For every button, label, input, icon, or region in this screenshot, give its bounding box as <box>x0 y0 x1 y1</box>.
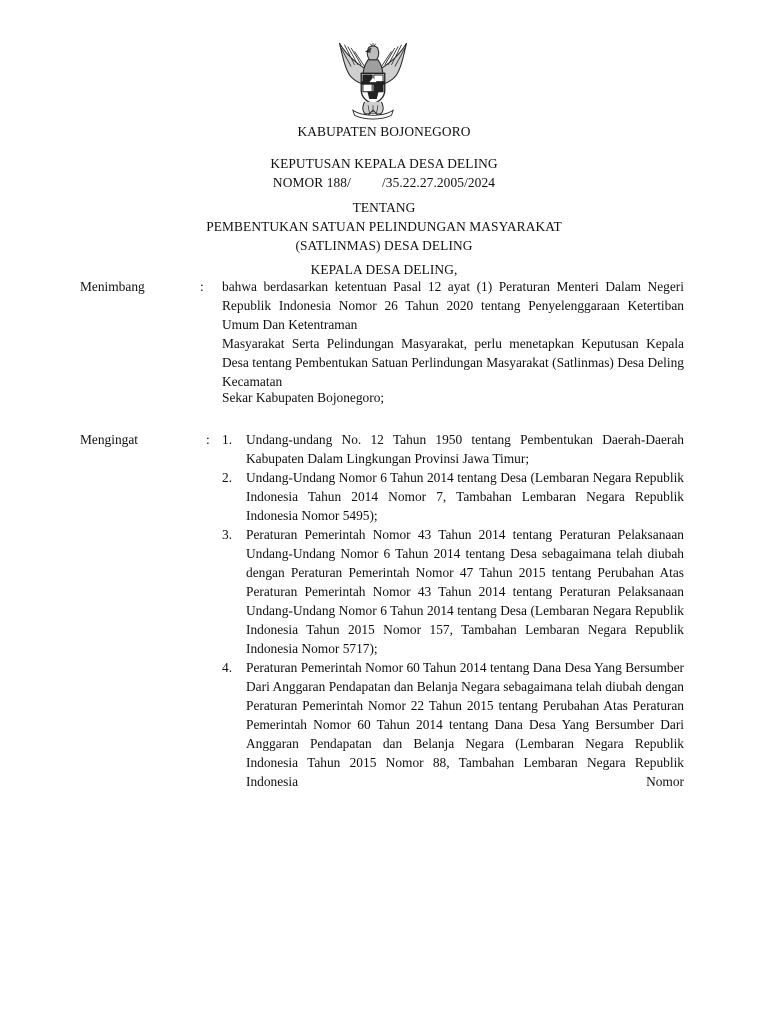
menimbang-paragraph-2: Masyarakat Serta Pelindungan Masyarakat, perlu menetapkan Keputusan Kepala Desa tentang Pembentukan Satuan Perlindungan Masyarakat (Satlinmas) Desa Deling Kecamatan <box>222 336 684 389</box>
menimbang-colon: : <box>200 279 204 294</box>
header-subject-block <box>0 198 768 255</box>
list-item-number: 3. <box>222 527 233 542</box>
garuda-emblem-icon <box>331 38 415 122</box>
mengingat-colon: : <box>206 432 210 447</box>
about-label: TENTANG <box>352 200 416 215</box>
subject-line-2: (SATLINMAS) DESA DELING <box>295 238 473 253</box>
header-decree-block <box>0 154 768 192</box>
subject-line-1: PEMBENTUKAN SATUAN PELINDUNGAN MASYARAKAT <box>206 219 562 234</box>
decree-title: KEPUTUSAN KEPALA DESA DELING <box>270 156 498 171</box>
list-item-text: Undang-undang No. 12 Tahun 1950 tentang Pembentukan Daerah-Daerah Kabupaten Dalam Lingkungan Provinsi Jawa Timur; <box>246 432 684 466</box>
list-item-text: Peraturan Pemerintah Nomor 43 Tahun 2014 tentang Peraturan Pelaksanaan Undang-Undang Nomor 6 Tahun 2014 tentang Desa sebagaimana telah diubah dengan Peraturan Pemerintah Nomor 47 Tahun 2015 tentang Perubahan Atas Peraturan Pemerintah Nomor 43 Tahun 2014 tentang Peraturan Pelaksanaan Undang-Undang Nomor 6 Tahun 2014 tentang Desa (Lembaran Negara Republik Indonesia Tahun 2015 Nomor 157, Tambahan Lembaran Negara Republik Indonesia Nomor 5717); <box>246 527 684 656</box>
menimbang-label: Menimbang <box>80 279 145 294</box>
menimbang-paragraph-3: Sekar Kabupaten Bojonegoro; <box>222 390 385 405</box>
list-item <box>222 525 684 658</box>
header-regency: KABUPATEN BOJONEGORO <box>297 124 471 139</box>
list-item <box>222 658 684 791</box>
list-item-number: 4. <box>222 660 233 675</box>
list-item <box>222 468 684 525</box>
menimbang-paragraph-1: bahwa berdasarkan ketentuan Pasal 12 ayat (1) Peraturan Menteri Dalam Negeri Republik Indonesia Nomor 26 Tahun 2020 tentang Penyelenggaraan Ketertiban Umum Dan Ketentraman <box>222 279 684 332</box>
mengingat-list <box>222 430 684 791</box>
decree-number: NOMOR 188/ /35.22.27.2005/2024 <box>272 175 496 190</box>
mengingat-label: Mengingat <box>80 432 139 447</box>
list-item-number: 2. <box>222 470 233 485</box>
list-item <box>222 430 684 468</box>
list-item-text: Peraturan Pemerintah Nomor 60 Tahun 2014 tentang Dana Desa Yang Bersumber Dari Anggaran Pendapatan dan Belanja Negara sebagaimana telah diubah dengan Peraturan Pemerintah Nomor 22 Tahun 2015 tentang Perubahan Atas Peraturan Pemerintah Nomor 60 Tahun 2014 tentang Dana Desa Yang Bersumber Dari Anggaran Pendapatan dan Belanja Negara (Lembaran Negara Republik Indonesia Tahun 2015 Nomor 88, Tambahan Lembaran Negara Republik Indonesia Nomor <box>246 660 684 789</box>
list-item-number: 1. <box>222 432 233 447</box>
official-title: KEPALA DESA DELING, <box>310 262 458 277</box>
list-item-text: Undang-Undang Nomor 6 Tahun 2014 tentang Desa (Lembaran Negara Republik Indonesia Tahun 2014 Nomor 7, Tambahan Lembaran Negara Republik Indonesia Nomor 5495); <box>246 470 684 523</box>
